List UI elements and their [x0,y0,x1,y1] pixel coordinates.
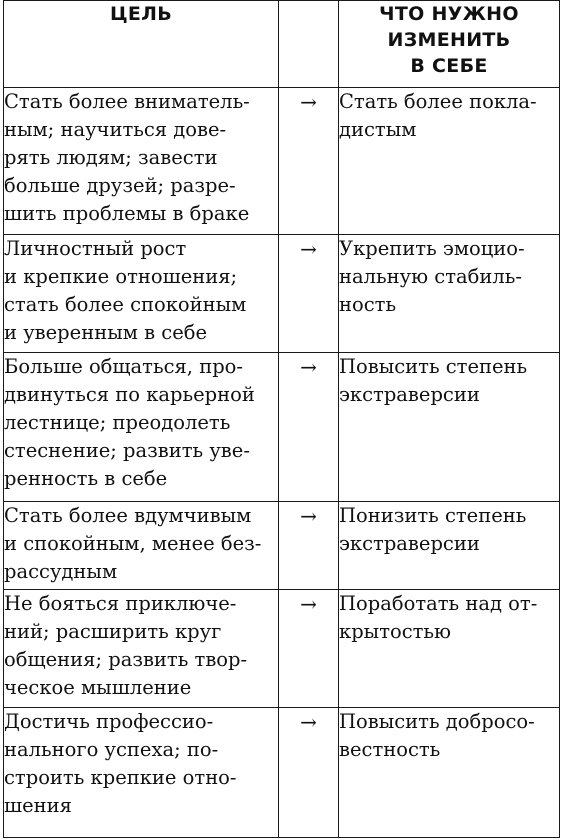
goals-table [3,0,560,838]
goal-line: рять людям; завести [4,146,218,169]
goal-line: ческое мышление [4,676,192,699]
goal-cell [4,235,279,353]
header-change-line: ЧТО НУЖНО [379,3,519,25]
goal-line: шения [4,794,72,817]
goal-line: шить проблемы в браке [4,202,250,225]
table-row [4,353,560,502]
goal-line: ренность в себе [4,467,168,490]
goal-line: строить крепкие отно- [4,766,237,789]
header-change-line: ИЗМЕНИТЬ [387,29,511,51]
header-arrow [279,1,339,88]
goal-cell [4,353,279,502]
goal-line: и спокойным, менее без- [4,532,262,555]
change-line: Повысить добросо- [339,710,535,733]
arrow-cell [279,88,339,235]
change-line: вестность [339,738,441,761]
goal-cell [4,502,279,590]
table-row [4,590,560,708]
goal-line: нального успеха; по- [4,738,219,761]
change-line: крытостью [339,620,452,643]
change-line: нальную стабиль- [339,265,522,288]
right-arrow-icon: → [300,504,317,528]
table-row [4,502,560,590]
table-row [4,88,560,235]
header-goal-label: ЦЕЛЬ [109,3,173,25]
arrow-cell [279,235,339,353]
goal-line: двинуться по карьерной [4,383,255,406]
goal-line: лестнице; преодолеть [4,411,231,434]
change-cell [339,353,560,502]
goal-line: Личностный рост [4,237,187,260]
goal-cell [4,88,279,235]
goal-line: общения; развить твор- [4,648,248,671]
goal-line: Стать более вниматель- [4,90,250,113]
change-cell [339,88,560,235]
goal-line: ний; расширить круг [4,620,222,643]
table-row [4,708,560,838]
right-arrow-icon: → [300,90,317,114]
change-cell [339,502,560,590]
header-goal [4,1,279,88]
goal-line: рассудным [4,560,118,583]
change-line: экстраверсии [339,532,480,555]
right-arrow-icon: → [300,237,317,261]
table-row [4,235,560,353]
change-line: Повысить степень [339,355,528,378]
goal-line: стеснение; развить уве- [4,439,250,462]
right-arrow-icon: → [300,592,317,616]
table-header-row [4,1,560,88]
change-cell [339,235,560,353]
goal-line: и уверенным в себе [4,321,208,344]
arrow-cell [279,502,339,590]
goal-line: Достичь профессио- [4,710,214,733]
goal-line: больше друзей; разре- [4,174,236,197]
goal-line: Стать более вдумчивым [4,504,252,527]
goal-line: Больше общаться, про- [4,355,244,378]
change-line: Понизить степень [339,504,527,527]
right-arrow-icon: → [300,710,317,734]
change-line: Поработать над от- [339,592,538,615]
change-line: ность [339,293,397,316]
goal-cell [4,708,279,838]
goal-line: и крепкие отношения; [4,265,238,288]
change-line: экстраверсии [339,383,480,406]
change-cell [339,590,560,708]
arrow-cell [279,708,339,838]
goal-line: стать более спокойным [4,293,247,316]
right-arrow-icon: → [300,355,317,379]
goal-cell [4,590,279,708]
header-change-line: В СЕБЕ [410,55,488,77]
goal-line: Не бояться приключе- [4,592,237,615]
header-change [339,1,560,88]
arrow-cell [279,590,339,708]
change-line: Укрепить эмоцио- [339,237,525,260]
change-cell [339,708,560,838]
change-line: Стать более покла- [339,90,537,113]
goal-line: ным; научиться дове- [4,118,227,141]
change-line: дистым [339,118,417,141]
arrow-cell [279,353,339,502]
